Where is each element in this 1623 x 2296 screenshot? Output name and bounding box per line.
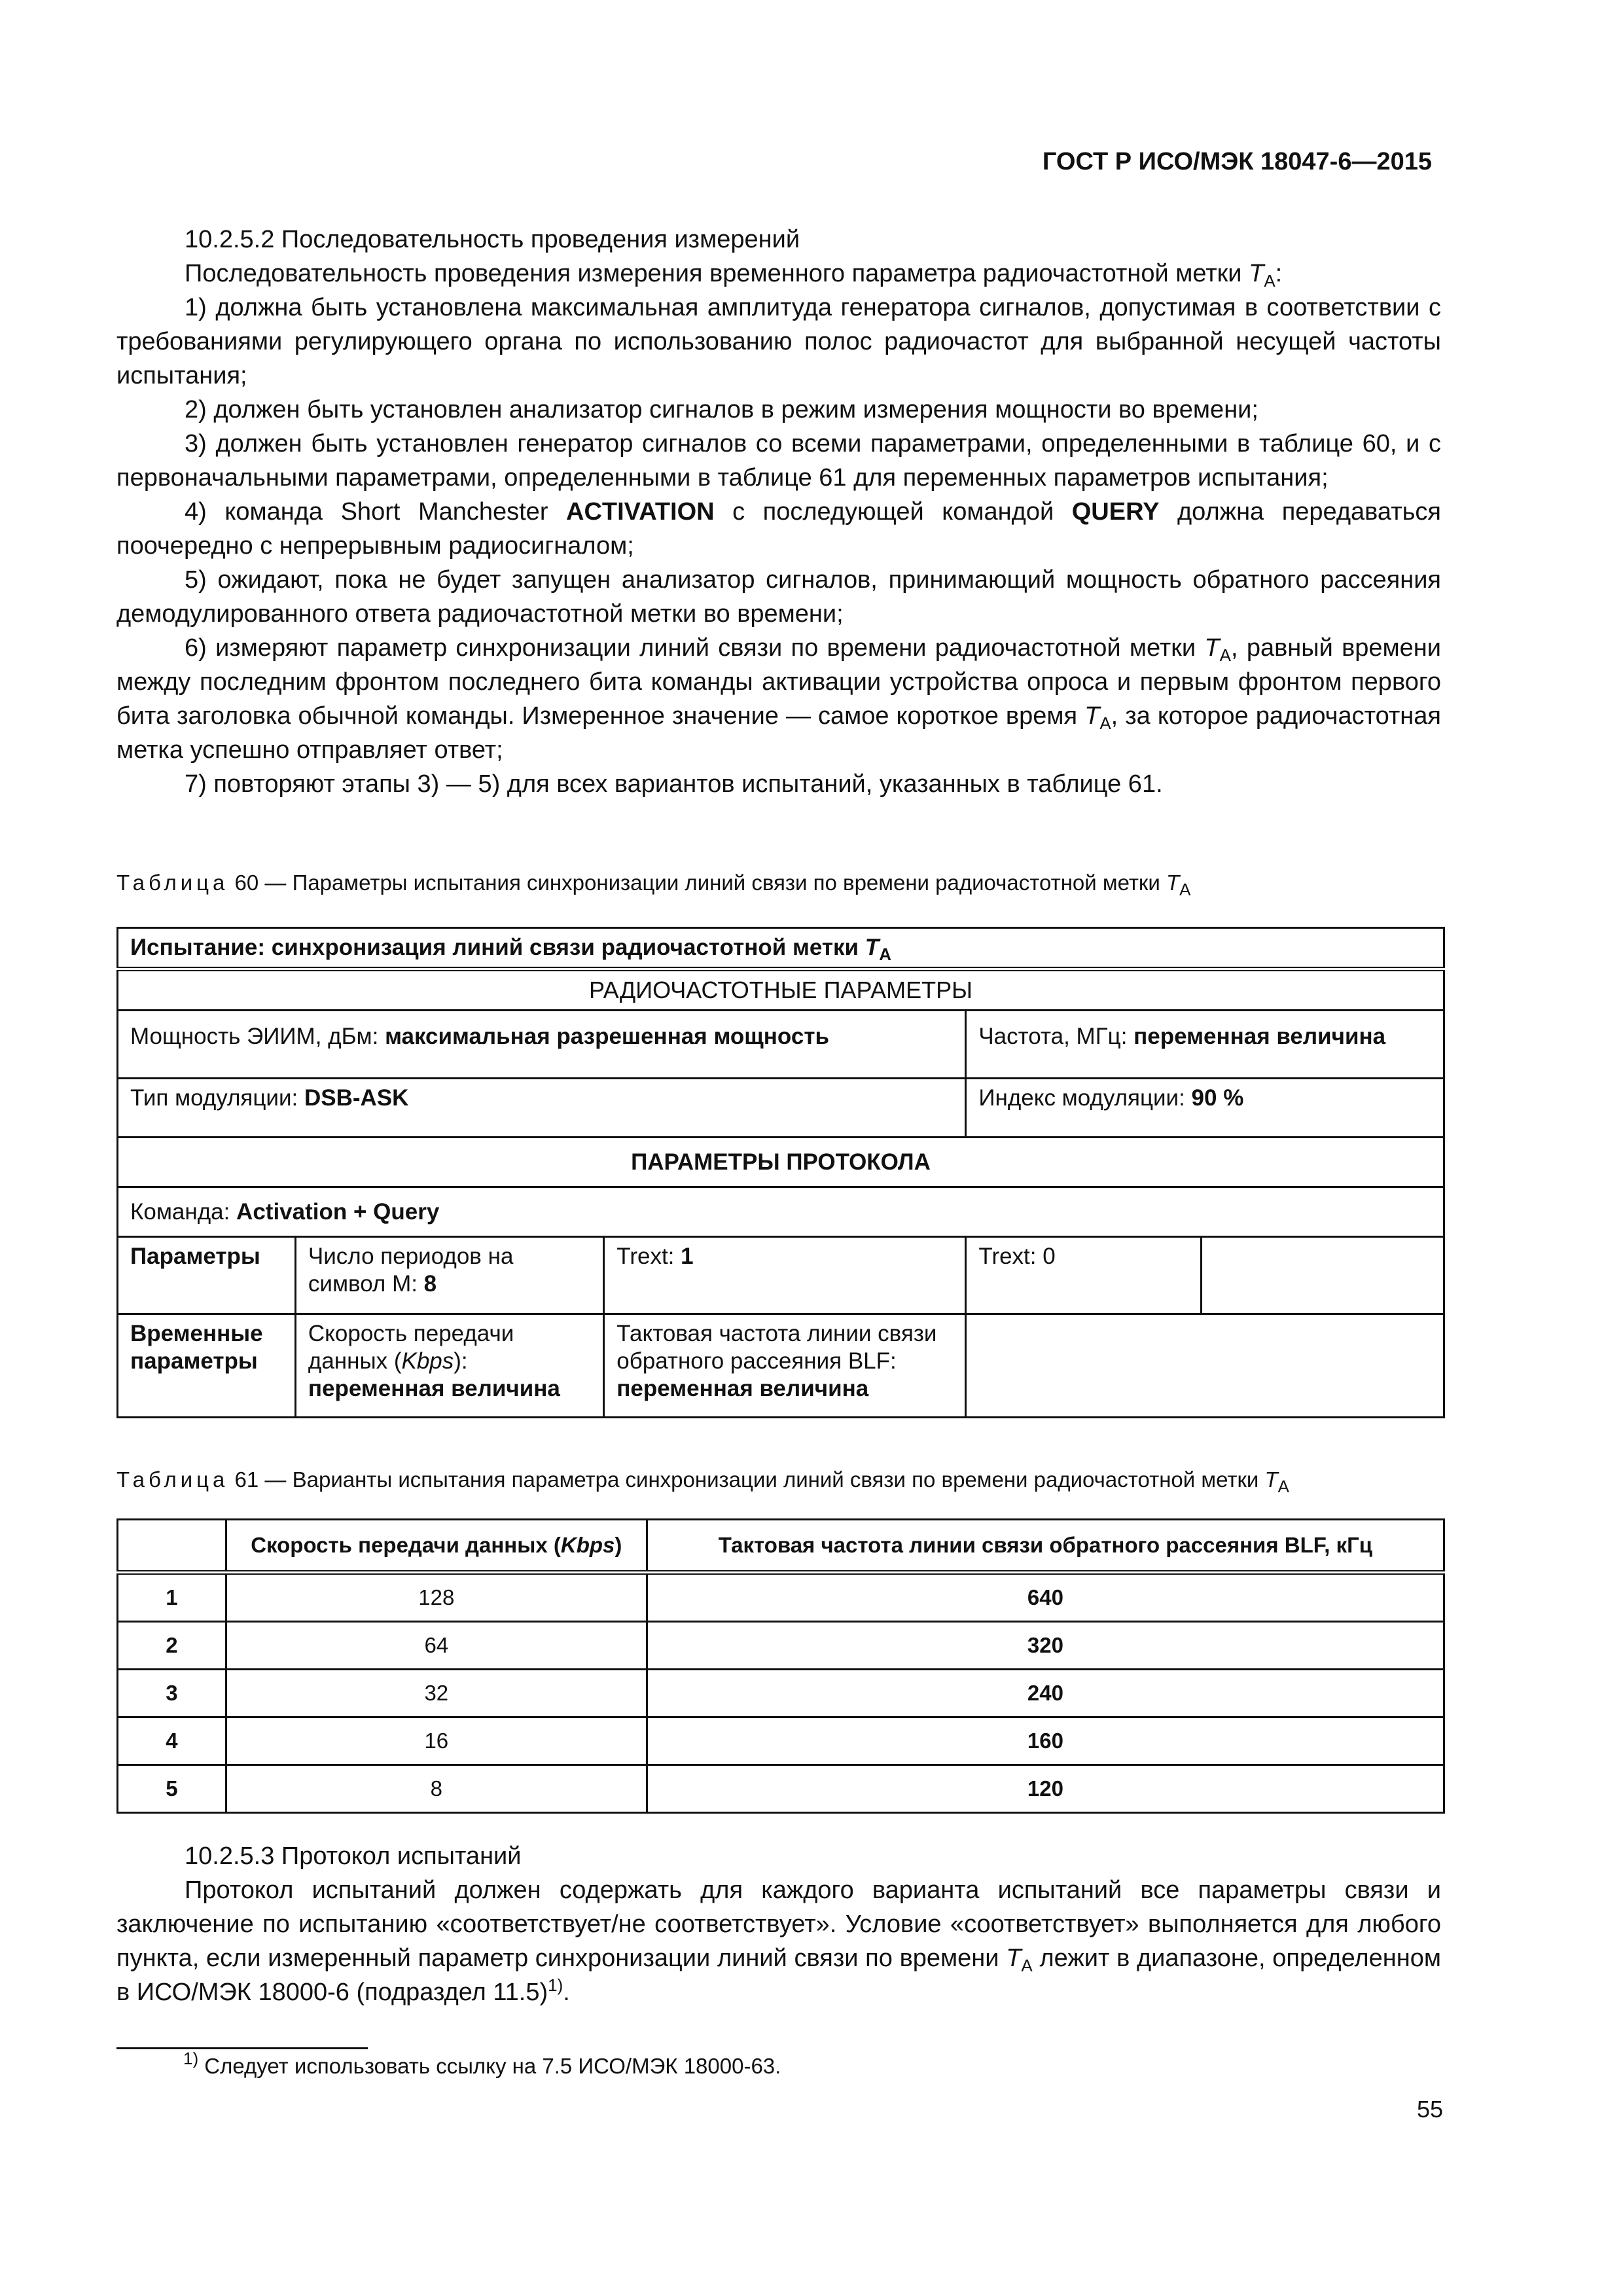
table-cell-n: 2 xyxy=(118,1622,226,1670)
trext-0-cell: Trext: 0 xyxy=(966,1237,1201,1314)
table-61 xyxy=(116,1518,1445,1814)
table-row xyxy=(118,1670,1444,1717)
table-cell-n: 5 xyxy=(118,1765,226,1813)
table-cell-rate: 128 xyxy=(226,1573,647,1622)
table-60-title: Испытание: синхронизация линий связи радиочастотной метки $T_A$ xyxy=(118,928,1444,969)
table-cell-blf: 120 xyxy=(647,1765,1444,1813)
table-61-header-rate: Скорость передачи данных (Kbps) xyxy=(226,1520,647,1573)
table-cell-n: 4 xyxy=(118,1717,226,1765)
list-item-1: 1) должна быть установлена максимальная амплитуда генератора сигналов, допустимая в соответствии с требованиями регулирующего органа по использованию полос радиочастот для выбранной несущей частоты испытания; xyxy=(116,294,1441,389)
section-title: 10.2.5.2 Последовательность проведения измерений xyxy=(185,226,800,253)
section-title: 10.2.5.3 Протокол испытаний xyxy=(185,1842,522,1870)
document-header: ГОСТ Р ИСО/МЭК 18047-6—2015 xyxy=(1042,148,1432,175)
power-cell: Мощность ЭИИМ, дБм: максимальная разрешенная мощность xyxy=(118,1011,966,1079)
section-10-2-5-3 xyxy=(116,1839,1441,2009)
empty-cell xyxy=(1201,1237,1444,1314)
table-cell-blf: 160 xyxy=(647,1717,1444,1765)
list-item-6: 6) измеряют параметр синхронизации линий связи по времени радиочастотной метки $T_A$, равный времени между последним фронтом последнего бита команды активации устройства опроса и первым фронтом первого бита заголовка обычной команды. Измеренное значение — самое короткое время $T_A$, за которое радиочастотная метка успешно отправляет ответ; xyxy=(116,634,1441,764)
page-number: 55 xyxy=(1416,2096,1443,2123)
list-item-2: 2) должен быть установлен анализатор сигналов в режим измерения мощности во времени; xyxy=(185,396,1258,423)
section-10-2-5-2 xyxy=(116,223,1441,801)
intro-paragraph: Последовательность проведения измерения временного параметра радиочастотной метки $T_A$: xyxy=(185,260,1283,291)
list-item-4: 4) команда Short Manchester ACTIVATION с последующей командой QUERY должна передаваться поочередно с непрерывным радиосигналом; xyxy=(116,498,1442,560)
table-cell-blf: 240 xyxy=(647,1670,1444,1717)
table-row xyxy=(118,1765,1444,1813)
command-cell: Команда: Activation + Query xyxy=(118,1187,1444,1237)
table-row xyxy=(118,1622,1444,1670)
table-cell-rate: 64 xyxy=(226,1622,647,1670)
empty-cell xyxy=(966,1314,1444,1418)
list-item-7: 7) повторяют этапы 3) — 5) для всех вариантов испытаний, указанных в таблице 61. xyxy=(185,770,1163,798)
blf-cell: Тактовая частота линии связи обратного рассеяния BLF: переменная величина xyxy=(604,1314,966,1418)
table-60-caption: Таблица 60 — Параметры испытания синхронизации линий связи по времени радиочастотной метки $T_A$ xyxy=(116,870,1191,899)
footnote: $^{1)}$ Следует использовать ссылку на 7.5 ИСО/МЭК 18000-63. xyxy=(183,2049,781,2078)
table-cell-rate: 32 xyxy=(226,1670,647,1717)
params-label: Параметры xyxy=(118,1237,296,1314)
footnote-divider xyxy=(116,2047,368,2049)
periods-cell: Число периодов на символ M: 8 xyxy=(295,1237,603,1314)
modulation-index-cell: Индекс модуляции: 90 % xyxy=(966,1079,1444,1138)
table-cell-rate: 8 xyxy=(226,1765,647,1813)
table-cell-rate: 16 xyxy=(226,1717,647,1765)
table-cell-blf: 640 xyxy=(647,1573,1444,1622)
list-item-3: 3) должен быть установлен генератор сигналов со всеми параметрами, определенными в таблице 60, и с первоначальными параметрами, определенными в таблице 61 для переменных параметров испытания; xyxy=(116,430,1441,492)
table-cell-n: 3 xyxy=(118,1670,226,1717)
table-60 xyxy=(116,927,1445,1418)
frequency-cell: Частота, МГц: переменная величина xyxy=(966,1011,1444,1079)
protocol-params-heading: ПАРАМЕТРЫ ПРОТОКОЛА xyxy=(118,1138,1444,1187)
list-item-5: 5) ожидают, пока не будет запущен анализатор сигналов, принимающий мощность обратного рассеяния демодулированного ответа радиочастотной метки во времени; xyxy=(116,566,1441,628)
table-row xyxy=(118,1573,1444,1622)
table-cell-blf: 320 xyxy=(647,1622,1444,1670)
modulation-type-cell: Тип модуляции: DSB-ASK xyxy=(118,1079,966,1138)
table-61-header-empty xyxy=(118,1520,226,1573)
table-61-caption: Таблица 61 — Варианты испытания параметра синхронизации линий связи по времени радиочастотной метки $T_A$ xyxy=(116,1467,1290,1496)
data-rate-cell: Скорость передачи данных (Kbps): переменная величина xyxy=(295,1314,603,1418)
table-row xyxy=(118,1717,1444,1765)
trext-1-cell: Trext: 1 xyxy=(604,1237,966,1314)
protocol-paragraph: Протокол испытаний должен содержать для каждого варианта испытаний все параметры связи и заключение по испытанию «соответствует/не соответствует». Условие «соответствует» выполняется для любого пункта, если измеренный параметр синхронизации линий связи по времени $T_A$ лежит в диапазоне, определенном в ИСО/МЭК 18000-6 (подраздел 11.5)$^{1)}$. xyxy=(116,1876,1441,2006)
table-61-header-blf: Тактовая частота линии связи обратного рассеяния BLF, кГц xyxy=(647,1520,1444,1573)
rf-params-heading: РАДИОЧАСТОТНЫЕ ПАРАМЕТРЫ xyxy=(118,969,1444,1011)
time-params-label: Временные параметры xyxy=(118,1314,296,1418)
table-cell-n: 1 xyxy=(118,1573,226,1622)
